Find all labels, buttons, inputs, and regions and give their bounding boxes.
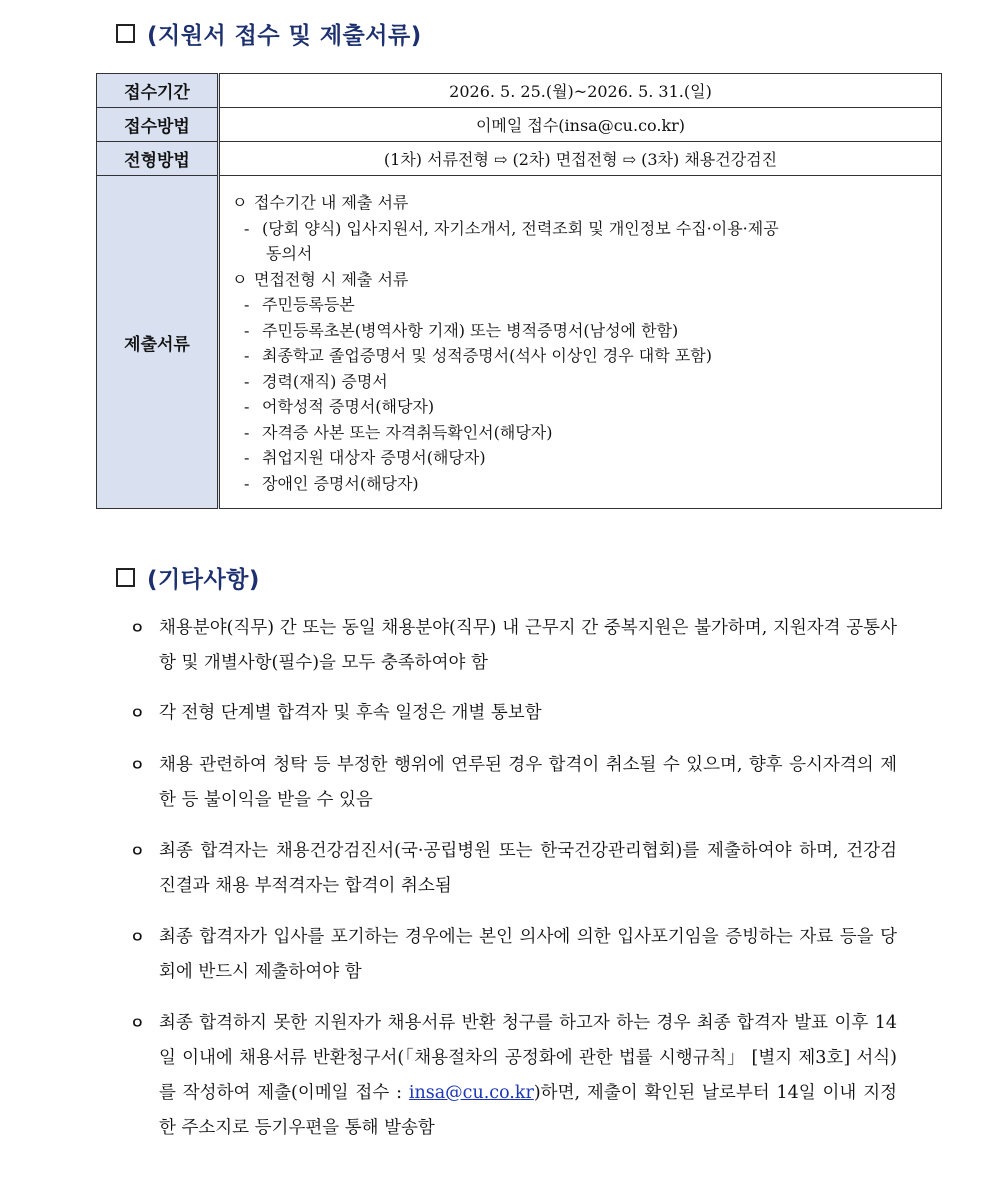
note-text: 채용 관련하여 청탁 등 부정한 행위에 연루된 경우 합격이 취소될 수 있으며, 향후 응시자격의 제한 등 불이익을 받을 수 있음 bbox=[159, 755, 897, 810]
process-value: (1차) 서류전형 ⇨ (2차) 면접전형 ⇨ (3차) 채용건강검진 bbox=[219, 142, 942, 176]
table-row bbox=[97, 142, 942, 176]
checkbox-square-icon bbox=[116, 568, 135, 587]
list-item: - 어학성적 증명서(해당자) bbox=[244, 397, 435, 416]
table-row bbox=[97, 176, 942, 509]
checkbox-square-icon bbox=[116, 24, 135, 43]
list-item: - 취업지원 대상자 증명서(해당자) bbox=[244, 448, 486, 467]
docs-category bbox=[232, 267, 931, 293]
note-item bbox=[130, 1006, 897, 1146]
circle-bullet-icon: ㅇ bbox=[130, 928, 145, 946]
list-item: - 주민등록초본(병역사항 기재) 또는 병적증명서(남성에 한함) bbox=[244, 320, 679, 340]
method-value: 이메일 접수(insa@cu.co.kr) bbox=[219, 108, 942, 142]
table-row bbox=[97, 108, 942, 142]
circle-bullet-icon: ㅇ bbox=[232, 193, 248, 212]
section-title: (기타사항) bbox=[147, 567, 260, 593]
list-item: - 자격증 사본 또는 자격취득확인서(해당자) bbox=[244, 422, 553, 442]
section-title: (지원서 접수 및 제출서류) bbox=[147, 23, 422, 49]
note-text: 최종 합격자가 입사를 포기하는 경우에는 본인 의사에 의한 입사포기임을 증빙하는 자료 등을 당회에 반드시 제출하여야 함 bbox=[159, 927, 897, 982]
docs-list bbox=[219, 176, 942, 509]
docs-category bbox=[232, 190, 931, 216]
docs-label: 제출서류 bbox=[97, 176, 219, 509]
note-text: 채용분야(직무) 간 또는 동일 채용분야(직무) 내 근무지 간 중복지원은 불가하며, 지원자격 공통사항 및 개별사항(필수)을 모두 충족하여야 함 bbox=[159, 618, 897, 673]
note-item bbox=[130, 611, 897, 681]
circle-bullet-icon: ㅇ bbox=[130, 619, 145, 637]
list-item: - 최종학교 졸업증명서 및 성적증명서(석사 이상인 경우 대학 포함) bbox=[244, 346, 712, 365]
docs-category-title: 접수기간 내 제출 서류 bbox=[254, 193, 409, 212]
list-item: - 주민등록등본 bbox=[244, 295, 355, 314]
circle-bullet-icon: ㅇ bbox=[130, 756, 145, 774]
note-item bbox=[130, 748, 897, 818]
note-text: 최종 합격자는 채용건강검진서(국·공립병원 또는 한국건강관리협회)를 제출하여야 하며, 건강검진결과 채용 부적격자는 합격이 취소됨 bbox=[159, 841, 897, 896]
period-label: 접수기간 bbox=[97, 74, 219, 108]
table-row bbox=[97, 74, 942, 108]
note-item bbox=[130, 834, 897, 904]
note-text: 각 전형 단계별 합격자 및 후속 일정은 개별 통보함 bbox=[159, 703, 542, 723]
period-value: 2026. 5. 25.(월)~2026. 5. 31.(일) bbox=[219, 74, 942, 108]
docs-category-title: 면접전형 시 제출 서류 bbox=[254, 269, 409, 289]
section-heading-notes bbox=[116, 561, 260, 594]
note-item bbox=[130, 696, 897, 731]
note-item bbox=[130, 920, 897, 990]
circle-bullet-icon: ㅇ bbox=[130, 1014, 145, 1032]
circle-bullet-icon: ㅇ bbox=[130, 704, 145, 722]
method-label: 접수방법 bbox=[97, 108, 219, 142]
list-item: - 경력(재직) 증명서 bbox=[244, 371, 388, 391]
list-item: - 장애인 증명서(해당자) bbox=[244, 473, 419, 493]
section-heading-application bbox=[116, 17, 422, 50]
circle-bullet-icon: ㅇ bbox=[130, 842, 145, 860]
note-text: 최종 합격하지 못한 지원자가 채용서류 반환 청구를 하고자 하는 경우 최종 합격자 발표 이후 14일 이내에 채용서류 반환청구서(「채용절차의 공정화에 관한 법률 시행규칙」 [별지 제3호] 서식)를 작성하여 제출(이메일 접수 : insa@cu.co.kr)하면, 제출이 확인된 날로부터 14일 이내 지정한 주소지로 등기우편을 통해 발송함 bbox=[159, 1013, 898, 1138]
list-item-continuation: 동의서 bbox=[266, 244, 313, 263]
application-info-table bbox=[96, 73, 942, 509]
process-label: 전형방법 bbox=[97, 142, 219, 176]
list-item: - (당회 양식) 입사지원서, 자기소개서, 전력조회 및 개인정보 수집·이용·제공 bbox=[244, 218, 779, 238]
email-link[interactable]: insa@cu.co.kr bbox=[408, 1083, 534, 1103]
circle-bullet-icon: ㅇ bbox=[232, 269, 248, 289]
